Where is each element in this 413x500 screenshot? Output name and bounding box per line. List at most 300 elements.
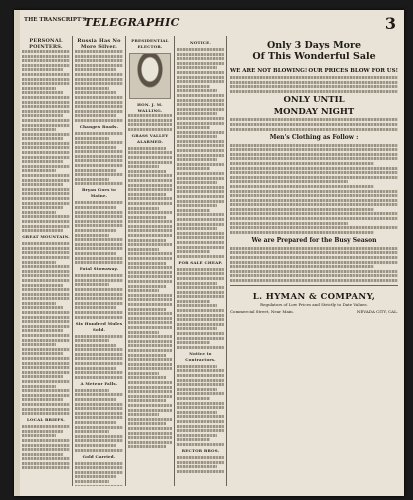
- text-line: [177, 213, 224, 216]
- ad-address: Commercial Street, Near Main.: [230, 309, 294, 314]
- text-line: [128, 312, 172, 315]
- text-line: [128, 344, 172, 347]
- text-line: [128, 170, 166, 173]
- text-line: [22, 408, 70, 411]
- text-line: [22, 169, 56, 172]
- ad-intro-text: [230, 76, 398, 93]
- text-line: [177, 429, 224, 432]
- text-line: [177, 99, 224, 102]
- text-line: [75, 78, 123, 81]
- text-line: [128, 229, 172, 232]
- text-line: [128, 147, 166, 150]
- text-line: [22, 334, 70, 337]
- text-line: [128, 114, 172, 117]
- text-line: [75, 306, 116, 309]
- text-line: [22, 183, 63, 186]
- text-line: [230, 167, 398, 170]
- text-line: [22, 412, 70, 415]
- text-line: [128, 248, 159, 251]
- text-line: [22, 316, 70, 319]
- text-line: [230, 208, 374, 211]
- text-line: [75, 475, 116, 478]
- text-line: [75, 466, 123, 469]
- text-line: [75, 398, 116, 401]
- text-line: [177, 388, 217, 391]
- text-line: [75, 444, 116, 447]
- text-line: [22, 50, 70, 53]
- text-line: [128, 216, 166, 219]
- text-line: [75, 105, 123, 108]
- text-line: [22, 297, 70, 300]
- text-line: [230, 162, 374, 165]
- text-line: [22, 64, 70, 67]
- text-line: [128, 390, 172, 393]
- paper-name: THE TRANSCRIPT'S: [24, 17, 87, 23]
- text-line: [128, 409, 172, 412]
- masthead: [24, 12, 180, 34]
- text-line: [177, 89, 217, 92]
- col1-heading-1: PERSONAL POINTERS.: [29, 38, 63, 50]
- text-line: [128, 119, 172, 122]
- text-line: [22, 362, 70, 365]
- text-line: [230, 76, 398, 79]
- text-line: [75, 407, 123, 410]
- text-line: [128, 197, 172, 200]
- text-line: [177, 80, 224, 83]
- text-line: [128, 363, 172, 366]
- text-line: [22, 439, 70, 442]
- text-line: [230, 231, 374, 234]
- text-line: [230, 157, 398, 160]
- text-line: [75, 224, 123, 227]
- text-line: [230, 176, 398, 179]
- text-line: [22, 329, 63, 332]
- text-line: [128, 335, 172, 338]
- text-line: [22, 339, 70, 342]
- text-line: [128, 280, 172, 283]
- text-line: [75, 114, 116, 117]
- text-line: [230, 265, 374, 268]
- ad-section-heading: Men's Clothing as Follow :: [269, 133, 359, 141]
- text-line: [22, 434, 56, 437]
- text-line: [75, 141, 123, 144]
- text-line: [75, 169, 116, 172]
- text-line: [22, 279, 70, 282]
- text-line: [177, 309, 224, 312]
- text-line: [177, 172, 224, 175]
- text-line: [177, 392, 224, 395]
- text-line: [22, 225, 70, 228]
- text-line: [128, 372, 159, 375]
- text-line: [22, 293, 70, 296]
- text-line: [22, 375, 63, 378]
- text-line: [75, 335, 123, 338]
- text-line: [75, 119, 123, 122]
- text-line: [128, 349, 172, 352]
- text-line: [22, 160, 63, 163]
- article-heading: Bryan Goes to Maine.: [81, 187, 117, 199]
- text-line: [75, 243, 123, 246]
- text-line: [75, 155, 123, 158]
- text-line: [22, 265, 70, 268]
- text-line: [75, 164, 123, 167]
- text-line: [128, 441, 172, 444]
- text-line: [177, 346, 224, 349]
- text-line: [22, 146, 70, 149]
- text-line: [177, 461, 224, 464]
- text-line: [177, 158, 217, 161]
- text-line: [22, 306, 63, 309]
- text-line: [177, 135, 217, 138]
- text-line: [128, 294, 172, 297]
- text-line: [22, 142, 70, 145]
- ad-body-text: [230, 118, 398, 130]
- text-line: [22, 78, 70, 81]
- text-line: [177, 470, 224, 473]
- text-line: [22, 320, 70, 323]
- text-line: [75, 293, 123, 296]
- text-line: [230, 274, 398, 277]
- text-line: [75, 64, 123, 67]
- text-line: [128, 308, 166, 311]
- article-heading: Notice to Contractors.: [185, 350, 216, 362]
- text-line: [22, 398, 63, 401]
- text-line: [22, 288, 70, 291]
- article-heading: Six Hundred Mules Sold.: [75, 320, 123, 332]
- text-line: [177, 94, 224, 97]
- text-line: [128, 188, 172, 191]
- text-line: [177, 144, 224, 147]
- text-line: [230, 85, 398, 88]
- text-line: [22, 82, 70, 85]
- text-line: [22, 425, 70, 428]
- newspaper-page: [14, 10, 404, 496]
- text-line: [22, 444, 70, 447]
- text-line: [230, 128, 398, 131]
- text-line: [177, 383, 224, 386]
- text-line: [75, 416, 123, 419]
- text-line: [75, 201, 123, 204]
- text-line: [75, 403, 123, 406]
- text-line: [230, 148, 398, 151]
- text-line: [75, 371, 123, 374]
- text-line: [230, 180, 348, 183]
- text-line: [128, 123, 172, 126]
- text-line: [128, 331, 159, 334]
- text-line: [128, 262, 166, 265]
- text-line: [75, 393, 123, 396]
- page-left-edge: [14, 10, 20, 496]
- ad-divider: [230, 285, 398, 286]
- text-line: [128, 225, 172, 228]
- text-line: [128, 156, 172, 159]
- text-line: [22, 215, 70, 218]
- text-line: [75, 362, 123, 365]
- text-line: [230, 190, 398, 193]
- text-line: [22, 192, 70, 195]
- text-line: [22, 261, 56, 264]
- text-line: [177, 374, 224, 377]
- text-line: [75, 215, 123, 218]
- text-line: [22, 55, 70, 58]
- text-line: [22, 270, 70, 273]
- text-line: [230, 256, 398, 259]
- text-line: [75, 211, 123, 214]
- text-line: [75, 206, 116, 209]
- ad-warning-right: OUR PRICES BLOW FOR US!: [308, 68, 398, 74]
- text-line: [75, 421, 116, 424]
- text-line: [22, 371, 70, 374]
- text-line: [230, 194, 398, 197]
- text-line: [177, 236, 224, 239]
- text-line: [128, 211, 172, 214]
- text-line: [75, 238, 123, 241]
- text-line: [22, 156, 70, 159]
- ad-firm-tagline: Regulators of Low Prices and Strictly to Date Values.: [260, 302, 368, 307]
- text-line: [75, 234, 109, 237]
- text-line: [177, 304, 217, 307]
- text-line: [177, 397, 210, 400]
- article-heading: A Meteor Falls.: [80, 380, 118, 386]
- text-line: [128, 326, 172, 329]
- text-line: [22, 87, 56, 90]
- text-line: [75, 59, 123, 62]
- text-line: [22, 188, 70, 191]
- text-line: [75, 353, 123, 356]
- text-line: [177, 434, 217, 437]
- article-heading: LOCAL BRIEFS.: [27, 417, 65, 423]
- text-line: [75, 389, 109, 392]
- text-line: [75, 348, 123, 351]
- text-line: [22, 137, 63, 140]
- text-line: [22, 119, 70, 122]
- column-rule: [72, 36, 73, 486]
- text-line: [75, 261, 123, 264]
- text-line: [128, 252, 172, 255]
- text-line: [75, 435, 123, 438]
- text-line: [75, 449, 123, 452]
- text-line: [22, 274, 70, 277]
- text-line: [177, 53, 224, 56]
- text-line: [177, 295, 224, 298]
- text-line: [177, 246, 224, 249]
- text-line: [22, 453, 63, 456]
- text-line: [22, 352, 63, 355]
- text-line: [230, 118, 398, 121]
- text-line: [177, 218, 224, 221]
- text-line: [128, 422, 166, 425]
- text-line: [75, 91, 116, 94]
- text-line: [75, 132, 123, 135]
- text-line: [22, 462, 70, 465]
- text-line: [128, 432, 172, 435]
- article-heading: NOTICE.: [189, 40, 211, 45]
- text-line: [177, 227, 217, 230]
- text-line: [128, 207, 159, 210]
- article-heading: RECTOR BROS.: [181, 447, 220, 453]
- text-line: [128, 317, 172, 320]
- text-line: [75, 146, 116, 149]
- article-heading: Gold Carried.: [82, 453, 116, 459]
- text-line: [22, 302, 56, 305]
- text-line: [177, 443, 224, 446]
- text-line: [177, 223, 224, 226]
- text-line: [230, 251, 398, 254]
- text-line: [22, 96, 70, 99]
- text-line: [177, 369, 224, 372]
- text-line: [22, 348, 70, 351]
- text-line: [177, 177, 224, 180]
- text-line: [128, 367, 172, 370]
- text-line: [128, 239, 166, 242]
- text-line: [75, 426, 123, 429]
- text-line: [128, 234, 172, 237]
- text-line: [22, 457, 70, 460]
- text-line: [230, 123, 398, 126]
- text-line: [75, 159, 123, 162]
- ad-title-2: Of This Wonderful Sale: [252, 51, 376, 62]
- text-line: [22, 59, 70, 62]
- text-line: [128, 275, 172, 278]
- text-line: [22, 73, 70, 76]
- ad-only-until: ONLY UNTIL: [283, 95, 345, 106]
- article-heading: Changes Roads.: [79, 123, 119, 129]
- text-line: [177, 250, 210, 253]
- text-line: [22, 133, 70, 136]
- text-line: [22, 366, 70, 369]
- text-line: [177, 300, 210, 303]
- text-line: [177, 66, 217, 69]
- text-line: [177, 117, 224, 120]
- text-line: [22, 256, 70, 259]
- text-line: [75, 279, 123, 282]
- text-line: [177, 232, 224, 235]
- text-line: [230, 222, 348, 225]
- text-line: [177, 456, 224, 459]
- text-line: [230, 270, 398, 273]
- text-line: [177, 465, 217, 468]
- text-line: [230, 226, 398, 229]
- text-line: [177, 209, 210, 212]
- text-line: [75, 485, 123, 486]
- ad-monday-night: MONDAY NIGHT: [273, 107, 355, 118]
- text-line: [22, 128, 56, 131]
- text-line: [75, 178, 109, 181]
- text-line: [177, 204, 217, 207]
- text-line: [22, 357, 70, 360]
- text-line: [75, 283, 109, 286]
- text-line: [177, 241, 224, 244]
- text-line: [128, 445, 166, 448]
- text-line: [230, 153, 398, 156]
- col3-heading-1: PRESIDENTIAL ELECTOR.: [131, 38, 169, 49]
- portrait-caption: HON. J. M. WALLING.: [137, 102, 163, 113]
- text-line: [128, 271, 172, 274]
- text-line: [128, 179, 172, 182]
- section-title: TELEGRAPHIC: [84, 16, 180, 29]
- ad-warning-left: WE ARE NOT BLOWING!: [230, 68, 308, 74]
- ad-closing-text: [230, 247, 398, 282]
- text-line: [75, 73, 123, 76]
- ad-footer: [230, 309, 398, 314]
- text-line: [128, 395, 172, 398]
- text-line: [177, 108, 224, 111]
- text-line: [177, 438, 210, 441]
- text-line: [177, 200, 224, 203]
- text-line: [22, 325, 70, 328]
- text-line: [177, 314, 224, 317]
- text-line: [75, 87, 109, 90]
- text-line: [75, 182, 123, 185]
- text-line: [177, 415, 224, 418]
- text-line: [22, 247, 70, 250]
- text-line: [22, 174, 70, 177]
- text-line: [22, 466, 70, 469]
- text-line: [22, 242, 70, 245]
- text-line: [22, 394, 70, 397]
- text-line: [22, 389, 70, 392]
- text-line: [128, 165, 159, 168]
- text-line: [22, 430, 63, 433]
- text-line: [128, 354, 166, 357]
- column-1: [22, 38, 70, 486]
- text-line: [177, 318, 224, 321]
- text-line: [230, 81, 398, 84]
- col2-heading-1: Russia Has No More Silver.: [77, 38, 121, 50]
- text-line: [177, 402, 224, 405]
- text-line: [177, 62, 224, 65]
- text-line: [177, 57, 224, 60]
- text-line: [75, 229, 116, 232]
- column-rule: [125, 36, 126, 486]
- col4-text-block: [177, 40, 224, 473]
- text-line: [75, 430, 109, 433]
- article-heading: GRASS VALLEY ALARMED.: [131, 132, 169, 144]
- text-line: [75, 137, 109, 140]
- text-line: [230, 247, 398, 250]
- col2-text-block: [75, 50, 123, 486]
- text-line: [177, 291, 224, 294]
- text-line: [177, 195, 224, 198]
- ad-city: NEVADA CITY, CAL.: [356, 309, 398, 314]
- text-line: [128, 436, 172, 439]
- text-line: [177, 337, 224, 340]
- text-line: [128, 257, 172, 260]
- text-line: [22, 151, 70, 154]
- text-line: [22, 124, 70, 127]
- text-line: [230, 171, 398, 174]
- text-line: [128, 386, 172, 389]
- col3-text-block: [128, 114, 172, 448]
- text-line: [230, 90, 398, 93]
- hyman-sale-advertisement: [230, 40, 398, 486]
- text-line: [22, 403, 70, 406]
- text-line: [177, 76, 224, 79]
- text-line: [22, 110, 70, 113]
- ad-title-1: Only 3 Days More: [266, 40, 361, 51]
- text-line: [22, 311, 70, 314]
- text-line: [75, 316, 123, 319]
- ad-price-list: [230, 144, 398, 234]
- ad-firm-name: L. HYMAN & COMPANY,: [252, 292, 376, 302]
- text-line: [75, 82, 123, 85]
- text-line: [75, 311, 123, 314]
- text-line: [128, 285, 166, 288]
- text-line: [75, 274, 123, 277]
- text-line: [128, 399, 166, 402]
- text-line: [177, 154, 224, 157]
- text-line: [75, 50, 123, 53]
